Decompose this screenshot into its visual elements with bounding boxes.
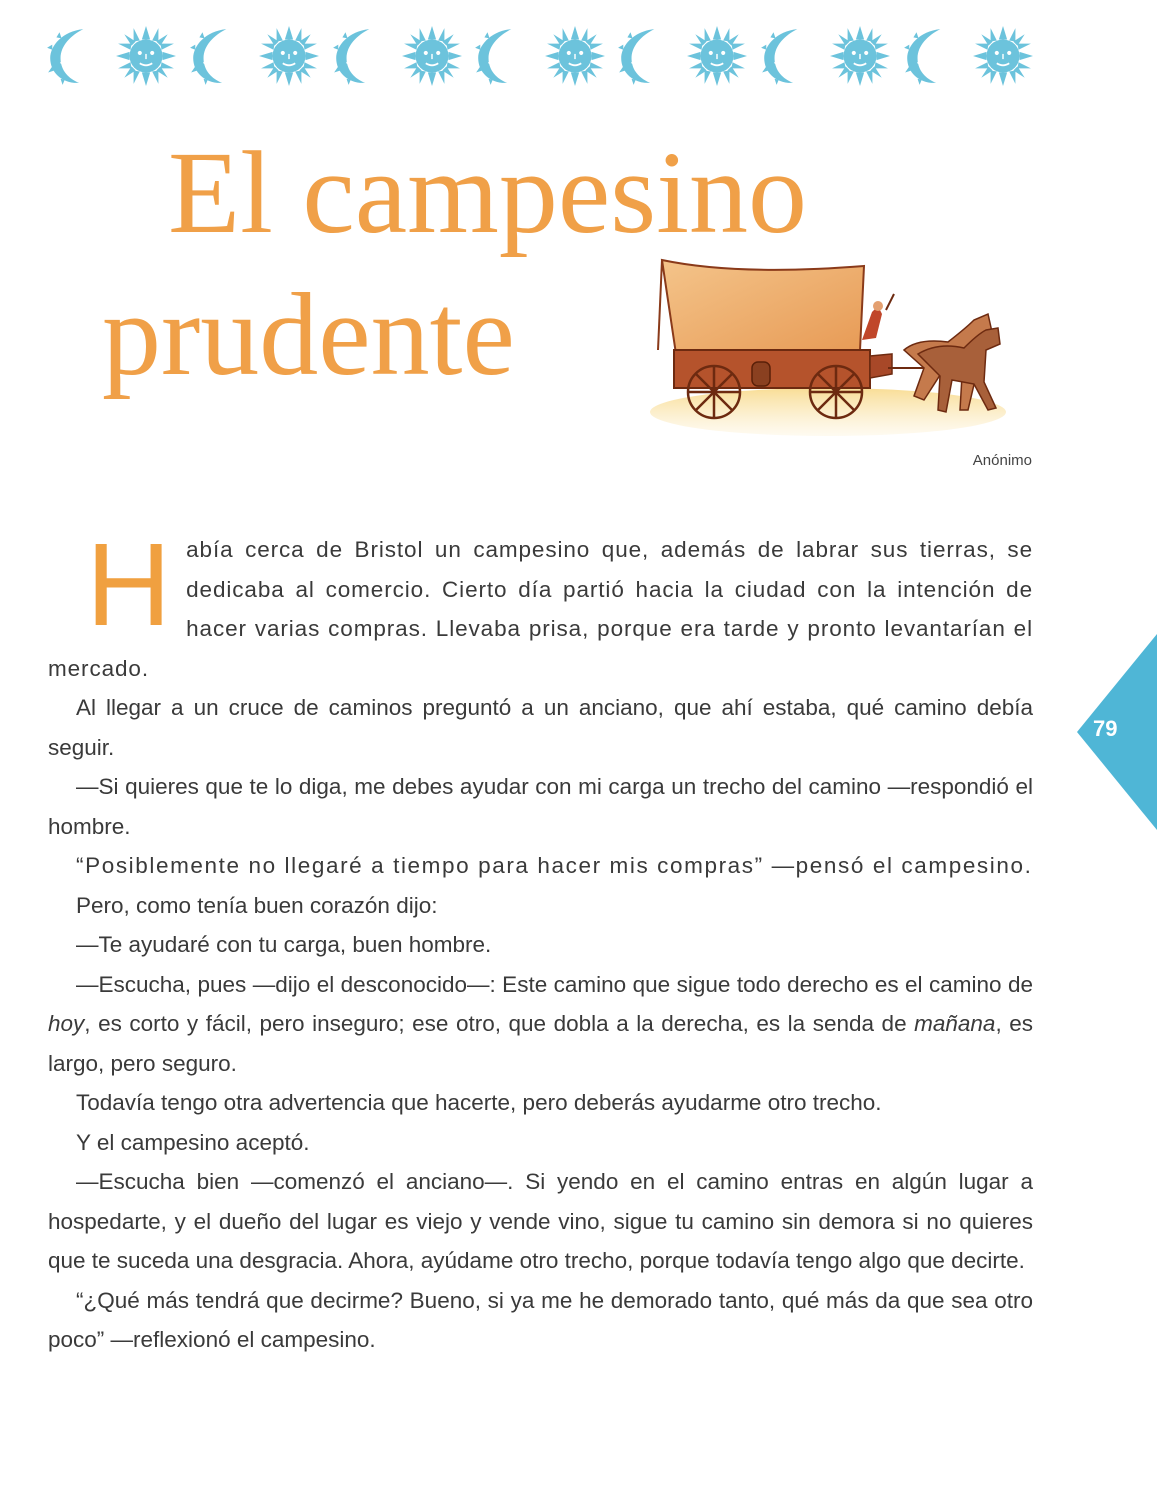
paragraph: —Te ayudaré con tu carga, buen hombre.	[76, 932, 492, 957]
emphasis-manana: mañana	[914, 1011, 996, 1036]
paragraph-text: abía cerca de Bristol un campesino que, además de labrar sus tierras, se dedicaba al comercio. Cierto día partió hacia la ciudad con la intención de hacer varias compras. Llevaba prisa, porque era tarde y pronto levantarían el mercado.	[48, 537, 1033, 681]
author-credit: Anónimo	[972, 452, 1032, 469]
text-run: , es corto y fácil, pero inseguro; ese otro, que dobla a la derecha, es la senda de	[84, 1011, 915, 1036]
paragraph: “¿Qué más tendrá que decirme? Bueno, si ya me he demorado tanto, qué más da que sea otro poco” —reflexionó el campesino.	[48, 1287, 1033, 1352]
paragraph: —Si quieres que te lo diga, me debes ayudar con mi carga un trecho del camino —respondió el hombre.	[48, 774, 1033, 839]
sun-icon	[544, 25, 606, 87]
story-body	[48, 519, 1033, 1360]
moon-icon	[472, 25, 534, 87]
paragraph: Pero, como tenía buen corazón dijo:	[76, 892, 438, 918]
drop-cap: H	[86, 519, 173, 651]
sun-icon	[258, 25, 320, 87]
title-line-1: El campesino	[168, 127, 807, 258]
title-line-2: prudente	[102, 269, 515, 400]
paragraph	[48, 965, 1033, 1084]
paragraph	[48, 519, 1033, 688]
moon-icon	[44, 25, 106, 87]
paragraph: Y el campesino aceptó.	[76, 1129, 310, 1155]
paragraph: “Posiblemente no llegaré a tiempo para hacer mis compras” —pensó el campesino.	[76, 853, 1033, 878]
moon-icon	[330, 25, 392, 87]
sun-icon	[686, 25, 748, 87]
paragraph: Todavía tengo otra advertencia que hacerte, pero deberás ayudarme otro trecho.	[76, 1090, 882, 1115]
moon-icon	[901, 25, 963, 87]
covered-wagon-illustration	[648, 250, 1012, 440]
sun-icon	[972, 25, 1034, 87]
page-number: 79	[1093, 716, 1118, 741]
moon-icon	[758, 25, 820, 87]
emphasis-hoy: hoy	[48, 1011, 85, 1036]
text-run: , es largo, pero seguro.	[48, 1011, 1033, 1076]
paragraph: —Escucha bien —comenzó el anciano—. Si yendo en el camino entras en algún lugar a hospedarte, y el dueño del lugar es viejo y vende vino, sigue tu camino sin demora si no quieres que te suceda una desgracia. Ahora, ayúdame otro trecho, porque todavía tengo algo que decirte.	[48, 1169, 1033, 1273]
sun-icon	[115, 25, 177, 87]
moon-icon	[187, 25, 249, 87]
sun-icon	[829, 25, 891, 87]
paragraph: Al llegar a un cruce de caminos preguntó a un anciano, que ahí estaba, qué camino debía seguir.	[48, 695, 1033, 760]
ornament-border	[44, 24, 1034, 88]
moon-icon	[615, 25, 677, 87]
text-run: —Escucha, pues —dijo el desconocido—: Este camino que sigue todo derecho es el camino de	[76, 971, 1033, 997]
sun-icon	[401, 25, 463, 87]
